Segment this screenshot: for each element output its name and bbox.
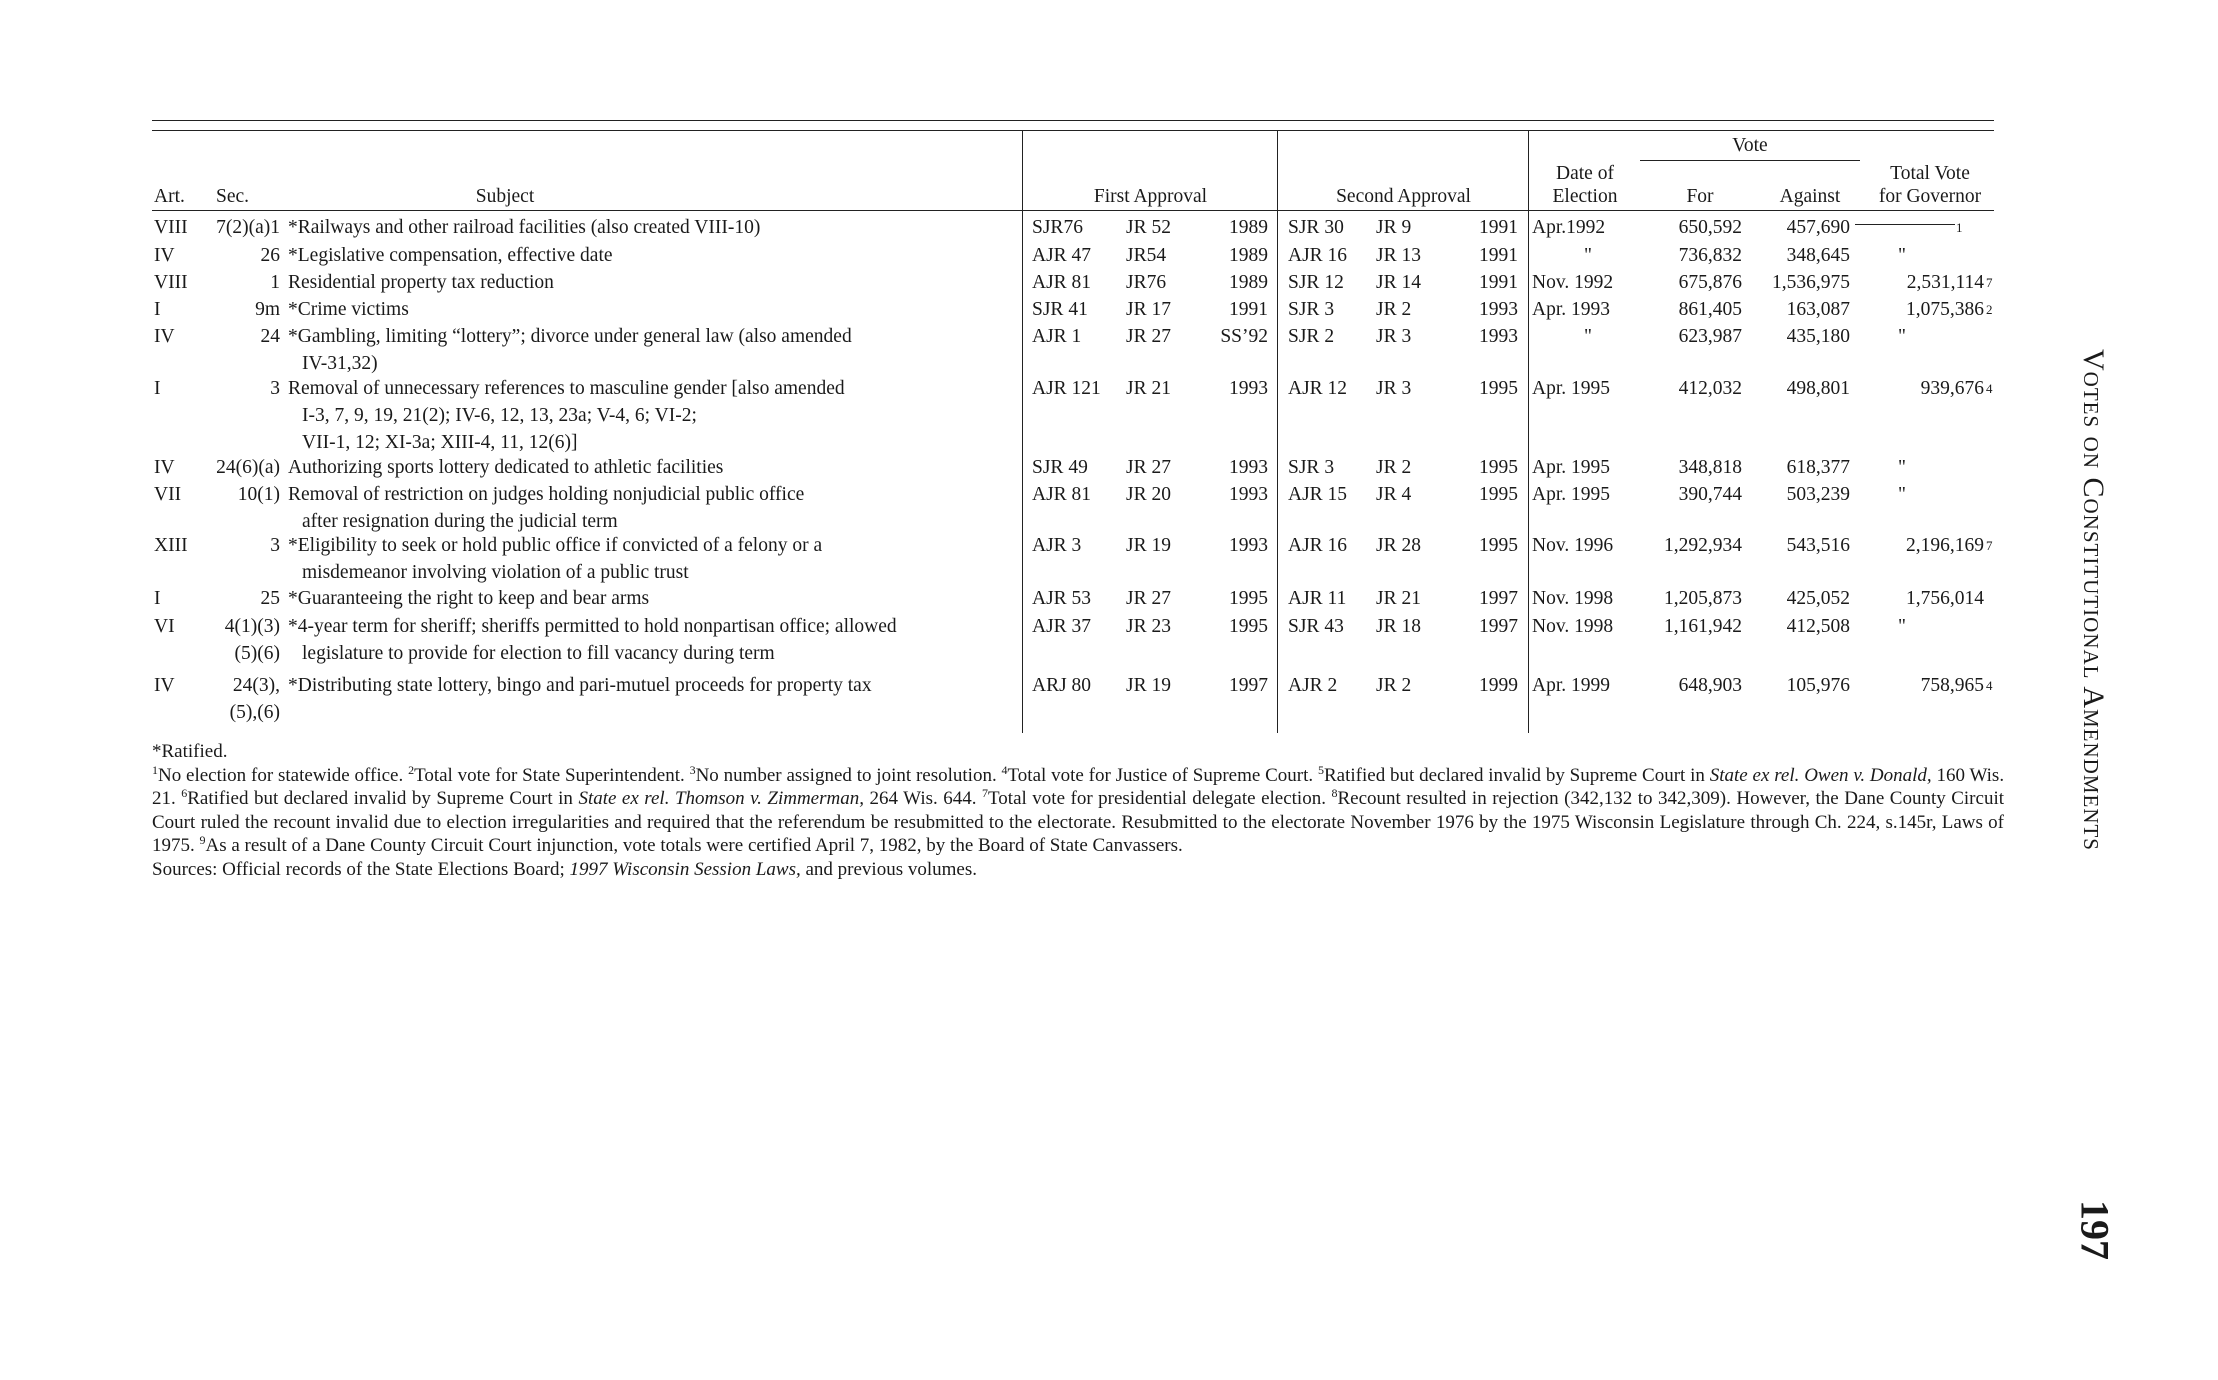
cell-first-approval-year: 1995 [1229, 616, 1268, 637]
cell-second-approval-year: 1993 [1479, 299, 1518, 320]
header-rule [152, 210, 1994, 211]
cell-vote-against: 618,377 [1786, 457, 1850, 478]
cell-sec: 24(6)(a) [216, 457, 280, 478]
cell-total-vote: " [1898, 457, 1906, 478]
cell-vote-against: 1,536,975 [1772, 272, 1850, 293]
cell-election-date: Apr. 1993 [1532, 299, 1610, 320]
cell-first-approval-year: 1993 [1229, 378, 1268, 399]
fn-marker: 8 [1331, 786, 1338, 800]
cell-second-approval-jr: JR 4 [1376, 484, 1412, 505]
header-for-governor: for Governor [1878, 186, 1982, 207]
cell-subject-line: legislature to provide for election to fill vacancy during term [302, 643, 775, 664]
cell-subject-line: *Eligibility to seek or hold public office if convicted of a felony or a [288, 535, 823, 556]
cell-second-approval-year: 1997 [1479, 588, 1518, 609]
cell-art: IV [154, 326, 175, 347]
cell-second-approval-jr: JR 3 [1376, 326, 1412, 347]
top-rule-inner [152, 130, 1994, 131]
cell-second-approval-jr: JR 3 [1376, 378, 1412, 399]
cell-vote-against: 105,976 [1786, 675, 1850, 696]
cell-subject-line: misdemeanor involving violation of a public trust [302, 562, 689, 583]
cell-vote-against: 348,645 [1786, 245, 1850, 266]
cell-first-approval-resolution: ARJ 80 [1032, 675, 1092, 696]
cell-election-date: Apr. 1995 [1532, 457, 1610, 478]
cell-first-approval-year: 1995 [1229, 588, 1268, 609]
page-number-text: 197 [2072, 1200, 2118, 1260]
cell-second-approval-jr: JR 9 [1376, 217, 1412, 238]
running-head [2068, 330, 2118, 870]
footnote-8: Recount resulted in rejection (342,132 to 342,309). However, the Dane County Circuit Court ruled the recount invalid due to election irregularities and required that the referendum be resubmitted to the electorate. Resubmitted to the electorate November 1976 by the 1975 Wisconsin Legislature through Ch. 224, s.145r, Laws of 1975. [152, 788, 2004, 856]
header-election: Election [1552, 186, 1618, 207]
cell-total-vote: 1,075,386 [1906, 299, 1984, 320]
cell-art: IV [154, 457, 175, 478]
footnotes [152, 740, 2004, 881]
cell-second-approval-jr: JR 2 [1376, 675, 1412, 696]
cell-art: I [154, 588, 161, 609]
cell-total-footnote: 2 [1986, 302, 1993, 317]
footnote-6-cite: 264 Wis. 644. [869, 788, 977, 809]
cell-sec: 9m [255, 299, 280, 320]
cell-total-footnote: 4 [1986, 678, 1993, 693]
cell-total-vote: 1,756,014 [1906, 588, 1984, 609]
cell-total-vote: 2,196,169 [1906, 535, 1984, 556]
cell-sec-cont: (5)(6) [234, 643, 280, 664]
cell-first-approval-resolution: AJR 121 [1032, 378, 1101, 399]
cell-first-approval-jr: JR 21 [1126, 378, 1171, 399]
cell-first-approval-year: 1989 [1229, 217, 1268, 238]
cell-vote-against: 498,801 [1786, 378, 1850, 399]
header-total-vote: Total Vote [1890, 163, 1970, 184]
cell-first-approval-jr: JR 19 [1126, 535, 1171, 556]
cell-subject-line: *Gambling, limiting “lottery”; divorce under general law (also amended [288, 326, 852, 347]
cell-first-approval-resolution: AJR 81 [1032, 272, 1092, 293]
cell-subject-line: I-3, 7, 9, 19, 21(2); IV-6, 12, 13, 23a; V-4, 6; VI-2; [302, 405, 697, 426]
cell-second-approval-year: 1997 [1479, 616, 1518, 637]
fn-marker: 2 [408, 762, 415, 777]
cell-sec: 24(3), [232, 675, 280, 696]
cell-subject-line: VII-1, 12; XI-3a; XIII-4, 11, 12(6)] [302, 432, 578, 453]
footnote-ratified: *Ratified. [152, 741, 228, 762]
cell-vote-for: 1,161,942 [1664, 616, 1742, 637]
footnote-7: Total vote for presidential delegate election. [988, 788, 1326, 809]
cell-total-vote: 758,965 [1920, 675, 1984, 696]
sources-title: 1997 Wisconsin Session Laws, [569, 858, 801, 880]
cell-art: IV [154, 675, 175, 696]
cell-sec: 3 [270, 535, 280, 556]
cell-first-approval-resolution: SJR 49 [1032, 457, 1088, 478]
cell-first-approval-year: 1991 [1229, 299, 1268, 320]
cell-second-approval-resolution: SJR 30 [1288, 217, 1344, 238]
cell-second-approval-jr: JR 2 [1376, 457, 1412, 478]
cell-first-approval-resolution: AJR 81 [1032, 484, 1092, 505]
cell-election-date: Apr. 1995 [1532, 484, 1610, 505]
cell-sec: 4(1)(3) [224, 616, 280, 637]
cell-total-vote: 2,531,114 [1906, 272, 1984, 293]
cell-second-approval-resolution: SJR 43 [1288, 616, 1344, 637]
cell-total-vote: 939,676 [1920, 378, 1984, 399]
cell-vote-against: 503,239 [1786, 484, 1850, 505]
cell-total-footnote: 7 [1986, 538, 1993, 553]
footnote-6: Ratified but declared invalid by Supreme Court in [187, 788, 573, 809]
cell-second-approval-resolution: SJR 12 [1288, 272, 1344, 293]
footnote-4: Total vote for Justice of Supreme Court. [1007, 764, 1314, 786]
running-head-text: Votes on Constitutional Amendments [2077, 349, 2110, 851]
cell-subject-line: *Guaranteeing the right to keep and bear arms [288, 588, 650, 609]
fn-marker: 3 [689, 762, 696, 777]
cell-sec: 10(1) [237, 484, 280, 505]
cell-subject-line: *4-year term for sheriff; sheriffs permitted to hold nonpartisan office; allowed [288, 616, 897, 637]
cell-first-approval-resolution: AJR 37 [1032, 616, 1092, 637]
cell-first-approval-jr: JR 27 [1126, 588, 1171, 609]
cell-second-approval-year: 1991 [1479, 245, 1518, 266]
cell-second-approval-jr: JR 18 [1376, 616, 1421, 637]
cell-subject-line: *Crime victims [288, 299, 409, 320]
column-divider [1528, 131, 1529, 733]
cell-art: VI [154, 616, 175, 637]
cell-vote-for: 648,903 [1678, 675, 1742, 696]
sources-text: Sources: Official records of the State Elections Board; [152, 858, 565, 880]
cell-vote-for: 1,292,934 [1664, 535, 1742, 556]
cell-vote-for: 412,032 [1678, 378, 1742, 399]
column-divider [1022, 131, 1023, 733]
cell-second-approval-resolution: AJR 16 [1288, 245, 1348, 266]
cell-total-vote: " [1898, 245, 1906, 266]
cell-second-approval-jr: JR 14 [1376, 272, 1421, 293]
cell-first-approval-jr: JR 27 [1126, 457, 1171, 478]
cell-total-vote: " [1898, 484, 1906, 505]
cell-subject-line: *Distributing state lottery, bingo and pari-mutuel proceeds for property tax [288, 675, 872, 696]
cell-vote-against: 163,087 [1786, 299, 1850, 320]
sources-tail: and previous volumes. [805, 858, 977, 880]
header-against: Against [1779, 186, 1841, 207]
header-vote: Vote [1732, 135, 1768, 156]
footnote-5-cite: 160 Wis. 21. [152, 764, 2005, 809]
cell-second-approval-resolution: SJR 3 [1288, 299, 1335, 320]
cell-sec: 7(2)(a)1 [216, 217, 280, 238]
no-election-dash [1855, 224, 1955, 225]
cell-sec: 1 [270, 272, 280, 293]
cell-first-approval-jr: JR76 [1126, 272, 1167, 293]
cell-second-approval-year: 1993 [1479, 326, 1518, 347]
cell-first-approval-jr: JR 17 [1126, 299, 1171, 320]
footnote-2: Total vote for State Superintendent. [414, 764, 685, 786]
cell-art: I [154, 378, 161, 399]
cell-first-approval-resolution: SJR 41 [1032, 299, 1088, 320]
header-first-approval: First Approval [1093, 186, 1208, 207]
cell-first-approval-year: 1989 [1229, 272, 1268, 293]
cell-subject-line: *Railways and other railroad facilities (also created VIII-10) [288, 217, 761, 238]
header-sec: Sec. [216, 186, 250, 207]
cell-vote-for: 861,405 [1678, 299, 1742, 320]
cell-first-approval-year: 1993 [1229, 535, 1268, 556]
cell-sec: 24 [260, 326, 280, 347]
cell-vote-for: 623,987 [1678, 326, 1742, 347]
footnote-9: As a result of a Dane County Circuit Court injunction, vote totals were certified April 7, 1982, by the Board of State Canvassers. [205, 835, 1183, 856]
cell-first-approval-jr: JR 19 [1126, 675, 1171, 696]
fn-marker: 9 [199, 833, 206, 847]
cell-second-approval-year: 1995 [1479, 378, 1518, 399]
cell-election-date: " [1584, 326, 1592, 347]
cell-second-approval-jr: JR 2 [1376, 299, 1412, 320]
cell-second-approval-resolution: AJR 16 [1288, 535, 1348, 556]
cell-vote-against: 412,508 [1786, 616, 1850, 637]
cell-total-vote: " [1898, 616, 1906, 637]
sources-line [152, 858, 2004, 882]
fn-marker: 4 [1001, 762, 1008, 777]
cell-subject-line: Authorizing sports lottery dedicated to athletic facilities [288, 457, 724, 478]
footnote-3: No number assigned to joint resolution. [695, 764, 997, 786]
cell-total-footnote: 7 [1986, 275, 1993, 290]
cell-subject-line: Removal of restriction on judges holding nonjudicial public office [288, 484, 805, 505]
fn-marker: 5 [1318, 762, 1324, 777]
cell-first-approval-jr: JR54 [1126, 245, 1167, 266]
cell-vote-against: 425,052 [1786, 588, 1850, 609]
cell-sec: 26 [260, 245, 280, 266]
cell-sec: 25 [260, 588, 280, 609]
cell-election-date: Apr.1992 [1532, 217, 1606, 238]
cell-second-approval-jr: JR 13 [1376, 245, 1421, 266]
header-date-of: Date of [1556, 163, 1614, 184]
cell-art: I [154, 299, 161, 320]
cell-second-approval-resolution: AJR 12 [1288, 378, 1348, 399]
cell-first-approval-year: 1997 [1229, 675, 1268, 696]
cell-first-approval-resolution: AJR 3 [1032, 535, 1082, 556]
footnote-5: Ratified but declared invalid by Supreme Court in [1324, 764, 1705, 786]
cell-second-approval-resolution: SJR 2 [1288, 326, 1335, 347]
footnote-6-case: State ex rel. Thomson v. Zimmerman, [578, 788, 864, 809]
cell-vote-for: 348,818 [1678, 457, 1742, 478]
header-for: For [1686, 186, 1714, 207]
cell-first-approval-jr: JR 20 [1126, 484, 1171, 505]
cell-second-approval-resolution: AJR 2 [1288, 675, 1338, 696]
cell-first-approval-year: SS’92 [1220, 326, 1268, 347]
cell-sec: 3 [270, 378, 280, 399]
column-divider [1277, 131, 1278, 733]
cell-vote-for: 650,592 [1678, 217, 1742, 238]
cell-vote-for: 675,876 [1678, 272, 1742, 293]
cell-art: XIII [154, 535, 188, 556]
cell-second-approval-resolution: AJR 11 [1288, 588, 1347, 609]
cell-second-approval-year: 1995 [1479, 457, 1518, 478]
cell-art: IV [154, 245, 175, 266]
header-second-approval: Second Approval [1336, 186, 1471, 207]
cell-subject-line: *Legislative compensation, effective date [288, 245, 613, 266]
cell-second-approval-year: 1991 [1479, 272, 1518, 293]
cell-first-approval-resolution: SJR76 [1032, 217, 1083, 238]
cell-election-date: Apr. 1999 [1532, 675, 1610, 696]
cell-second-approval-year: 1995 [1479, 535, 1518, 556]
cell-first-approval-year: 1989 [1229, 245, 1268, 266]
cell-first-approval-jr: JR 52 [1126, 217, 1171, 238]
cell-art: VII [154, 484, 182, 505]
cell-first-approval-year: 1993 [1229, 457, 1268, 478]
cell-first-approval-year: 1993 [1229, 484, 1268, 505]
cell-election-date: Apr. 1995 [1532, 378, 1610, 399]
cell-election-date: Nov. 1998 [1532, 588, 1614, 609]
cell-sec-cont: (5),(6) [229, 702, 280, 723]
fn-marker: 1 [152, 762, 158, 777]
cell-second-approval-resolution: AJR 15 [1288, 484, 1348, 505]
cell-election-date: Nov. 1998 [1532, 616, 1614, 637]
cell-first-approval-jr: JR 23 [1126, 616, 1171, 637]
cell-second-approval-jr: JR 21 [1376, 588, 1421, 609]
cell-art: VIII [154, 272, 188, 293]
cell-subject-line: Residential property tax reduction [288, 272, 554, 293]
cell-total-vote: " [1898, 326, 1906, 347]
cell-election-date: Nov. 1996 [1532, 535, 1614, 556]
cell-first-approval-resolution: AJR 53 [1032, 588, 1092, 609]
fn-marker: 6 [181, 786, 188, 800]
vote-header-rule [1640, 160, 1860, 161]
cell-vote-against: 457,690 [1786, 217, 1850, 238]
cell-total-footnote: 4 [1986, 381, 1993, 396]
cell-second-approval-jr: JR 28 [1376, 535, 1421, 556]
page-number [2060, 1180, 2130, 1280]
cell-art: VIII [154, 217, 188, 238]
cell-first-approval-jr: JR 27 [1126, 326, 1171, 347]
fn-marker: 7 [982, 786, 989, 800]
footnote-1: No election for statewide office. [158, 764, 404, 786]
cell-second-approval-year: 1995 [1479, 484, 1518, 505]
cell-second-approval-resolution: SJR 3 [1288, 457, 1335, 478]
cell-subject-line: IV-31,32) [302, 353, 378, 374]
cell-subject-line: after resignation during the judicial term [302, 511, 618, 532]
cell-vote-for: 390,744 [1678, 484, 1742, 505]
top-rule [152, 120, 1994, 121]
cell-election-date: " [1584, 245, 1592, 266]
cell-vote-against: 543,516 [1786, 535, 1850, 556]
footnote-list [152, 764, 2004, 858]
cell-first-approval-resolution: AJR 1 [1032, 326, 1082, 347]
cell-subject-line: Removal of unnecessary references to masculine gender [also amended [288, 378, 845, 399]
cell-total-footnote: 1 [1956, 220, 1963, 235]
header-art: Art. [154, 186, 185, 207]
cell-vote-for: 736,832 [1678, 245, 1742, 266]
header-subject: Subject [475, 186, 535, 207]
cell-second-approval-year: 1999 [1479, 675, 1518, 696]
cell-vote-against: 435,180 [1786, 326, 1850, 347]
cell-second-approval-year: 1991 [1479, 217, 1518, 238]
cell-election-date: Nov. 1992 [1532, 272, 1614, 293]
cell-vote-for: 1,205,873 [1664, 588, 1742, 609]
footnote-5-case: State ex rel. Owen v. Donald, [1709, 764, 1932, 786]
cell-first-approval-resolution: AJR 47 [1032, 245, 1092, 266]
